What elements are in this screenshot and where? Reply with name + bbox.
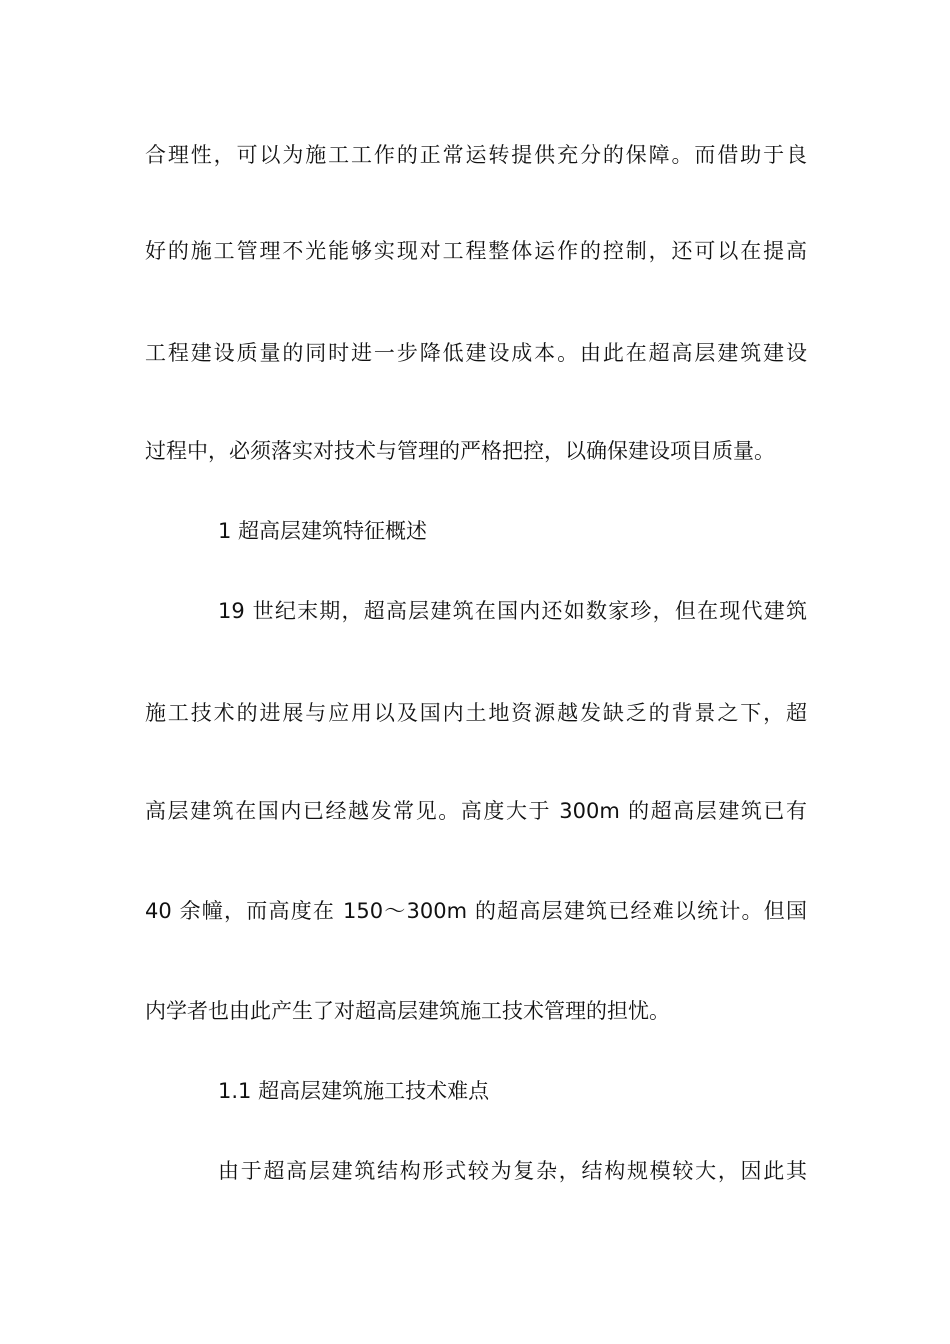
paragraph-line: 施工技术的进展与应用以及国内土地资源越发缺乏的背景之下，超 (145, 701, 807, 725)
section-heading: 1 超高层建筑特征概述 (218, 519, 428, 543)
paragraph-line: 内学者也由此产生了对超高层建筑施工技术管理的担忧。 (145, 999, 670, 1023)
paragraph-line: 高层建筑在国内已经越发常见。高度大于 300m 的超高层建筑已有 (145, 799, 807, 823)
paragraph-line: 合理性，可以为施工工作的正常运转提供充分的保障。而借助于良 (145, 143, 807, 167)
paragraph-line: 19 世纪末期，超高层建筑在国内还如数家珍，但在现代建筑 (218, 599, 807, 623)
paragraph-line: 过程中，必须落实对技术与管理的严格把控，以确保建设项目质量。 (145, 439, 775, 463)
paragraph-line: 工程建设质量的同时进一步降低建设成本。由此在超高层建筑建设 (145, 341, 807, 365)
paragraph-line: 40 余幢，而高度在 150～300m 的超高层建筑已经难以统计。但国 (145, 899, 807, 923)
paragraph-line: 由于超高层建筑结构形式较为复杂，结构规模较大，因此其 (218, 1159, 807, 1183)
paragraph-line: 好的施工管理不光能够实现对工程整体运作的控制，还可以在提高 (145, 239, 807, 263)
subsection-heading: 1.1 超高层建筑施工技术难点 (218, 1079, 490, 1103)
